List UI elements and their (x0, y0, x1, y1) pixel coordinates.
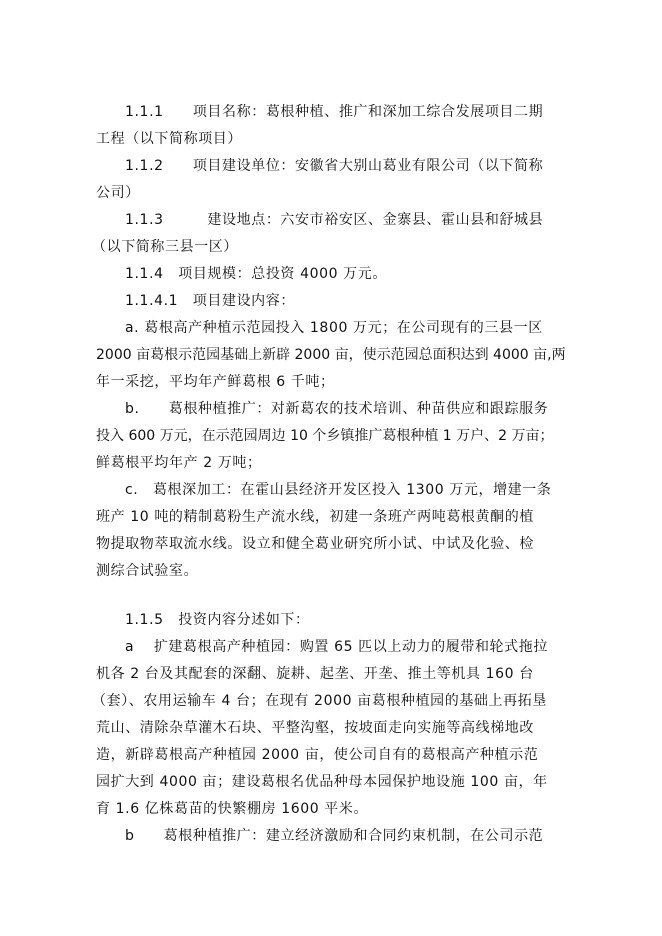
doc-line-20: a 扩建葛根高产种植园：购置 65 匹以上动力的履带和轮式拖拉 (125, 639, 548, 655)
doc-line-11: 年一采挖，平均年产鲜葛根 6 千吨； (96, 374, 335, 390)
doc-line-13: 投入 600 万元，在示范园周边 10 个乡镇推广葛根种植 1 万户、2 万亩； (96, 428, 554, 444)
doc-line-6: （以下简称三县一区） (92, 239, 238, 255)
doc-line-24: 造，新辟葛根高产种植园 2000 亩，使公司自有的葛根高产种植示范 (96, 747, 539, 763)
doc-line-26: 育 1.6 亿株葛苗的快繁棚房 1600 平米。 (96, 801, 369, 817)
doc-line-7: 1.1.4 项目规模：总投资 4000 万元。 (125, 266, 387, 282)
doc-line-10: 2000 亩葛根示范园基础上新辟 2000 亩，使示范园总面积达到 4000 亩,两 (96, 347, 566, 363)
doc-line-15: c. 葛根深加工：在霍山县经济开发区投入 1300 万元，增建一条 (125, 482, 552, 498)
doc-line-5: 1.1.3 建设地点：六安市裕安区、金寨县、霍山县和舒城县 (125, 212, 544, 228)
doc-line-22: （套）、农用运输车 4 台；在现有 2000 亩葛根种植园的基础上再拓垦 (92, 693, 547, 709)
doc-line-27: b 葛根种植推广：建立经济激励和合同约束机制，在公司示范 (125, 828, 544, 844)
doc-line-17: 物提取物萃取流水线。设立和健全葛业研究所小试、中试及化验、检 (96, 536, 534, 552)
doc-line-12: b. 葛根种植推广：对新葛农的技术培训、种苗供应和跟踪服务 (125, 401, 549, 417)
doc-line-23: 荒山、清除杂草灌木石块、平整沟壑，按坡面走向实施等高线梯地改 (96, 720, 534, 736)
doc-line-21: 机各 2 台及其配套的深翻、旋耕、起垄、开垄、推土等机具 160 台 (96, 666, 534, 682)
doc-line-25: 园扩大到 4000 亩；建设葛根名优品种母本园保护地设施 100 亩，年 (96, 774, 548, 790)
doc-line-1: 1.1.1 项目名称：葛根种植、推广和深加工综合发展项目二期 (125, 104, 544, 120)
doc-line-9: a. 葛根高产种植示范园投入 1800 万元；在公司现有的三县一区 (125, 320, 543, 336)
doc-line-19: 1.1.5 投资内容分述如下： (125, 612, 310, 628)
doc-line-4: 公司） (96, 185, 140, 201)
doc-line-18: 测综合试验室。 (96, 563, 199, 579)
doc-line-8: 1.1.4.1 项目建设内容： (125, 293, 295, 309)
doc-line-2: 工程（以下简称项目） (96, 131, 242, 147)
doc-line-3: 1.1.2 项目建设单位：安徽省大别山葛业有限公司（以下简称 (125, 158, 544, 174)
doc-line-14: 鲜葛根平均年产 2 万吨； (96, 455, 262, 471)
doc-line-16: 班产 10 吨的精制葛粉生产流水线，初建一条班产两吨葛根黄酮的植 (96, 509, 534, 525)
